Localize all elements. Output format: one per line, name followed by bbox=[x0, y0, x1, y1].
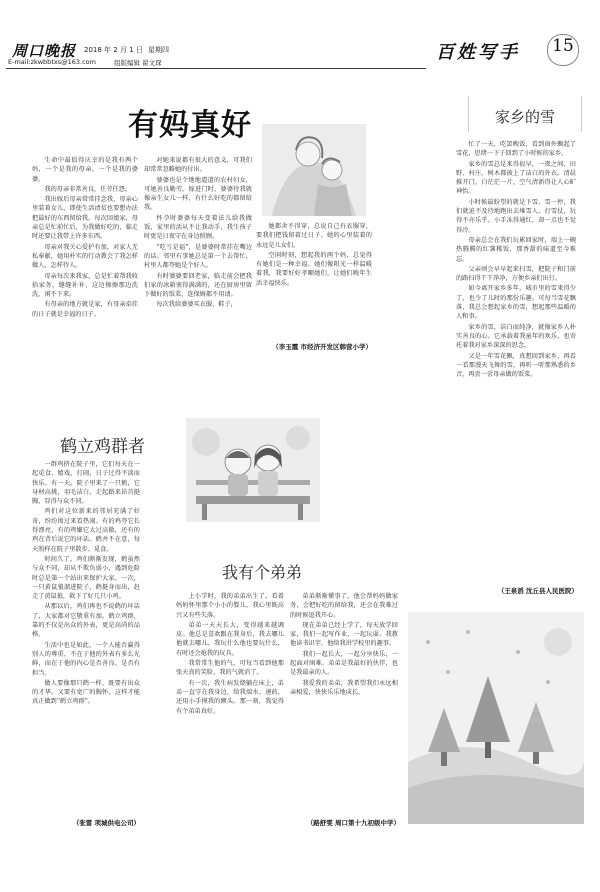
brother-column-2 bbox=[290, 592, 398, 818]
article-title-brother: 我有个弟弟 bbox=[222, 563, 303, 582]
paragraph: 我爱我的弟弟，我希望我们永远相亲相爱，快快乐乐地成长。 bbox=[290, 679, 398, 696]
paragraph: 母亲每次来我家，总是忙着帮我收拾家务，缝缝补补，这边擦擦那边洗洗，闲不下来。 bbox=[32, 272, 138, 299]
header-rule bbox=[6, 68, 426, 69]
paragraph: 母亲总会在我们玩累回家时，端上一碗热腾腾的红薯稀饭，那香甜的味道至今难忘。 bbox=[456, 236, 576, 263]
section-title: 百姓写手 bbox=[436, 42, 520, 63]
paragraph: 一群鸡挤在院子里，它们每天在一起觅食、嬉戏、打闹，日子过得平淡而快乐。有一天，院子里来了一只鹤，它身材高挑，羽毛洁白，走起路来昂首挺胸，显得与众不同。 bbox=[32, 461, 140, 506]
paragraph: 生命中最值得庆幸的是我有两个妈，一个是我的母亲，一个是我的婆婆。 bbox=[32, 157, 138, 183]
paragraph: 我们一起长大，一起分享快乐，一起面对困难。弟弟是我最好的伙伴，也是我最亲的人。 bbox=[290, 650, 398, 677]
paragraph: 如今离开家乡多年，城市里的雪来得少了，也少了儿时的那份乐趣。可每当雪花飘落，我总会想起家乡的雪，想起那些温暖的人和事。 bbox=[456, 285, 576, 321]
paragraph: 有母亲的地方就是家，有母亲牵挂的日子就是幸福的日子。 bbox=[32, 301, 138, 318]
paragraph: 空闲时刻，想起我的两个妈，总觉得有她们是一种幸福。她们像阳光一样温暖着我，我要好好孝顺她们，让她们晚年生活幸福快乐。 bbox=[256, 251, 372, 287]
crane-column bbox=[32, 460, 140, 824]
brother-byline: （路舒雯 周口第十九初级中学） bbox=[306, 819, 400, 827]
contact-email: E-mail:zkwbbtxs@163.com bbox=[8, 58, 96, 66]
paragraph: 怀孕时婆婆每天变着法儿给我做饭，家里的活从不让我动手，我生孩子时更是日夜守在身边照顾。 bbox=[144, 214, 252, 241]
paragraph: 现在弟弟已经上学了，每天放学回家，我们一起写作业、一起玩耍。我教他读书识字，他给我讲学校里的趣事。 bbox=[290, 621, 398, 648]
article-title-crane: 鹤立鸡群者 bbox=[60, 437, 145, 457]
paragraph: 上小学时，我的弟弟出生了。看着妈妈怀里那个小小的婴儿，我心里既高兴又有些失落。 bbox=[176, 593, 284, 619]
article-title-snow: 家乡的雪 bbox=[494, 108, 555, 126]
paragraph: 家乡的雪总是来得很早，一夜之间，田野、村庄、树木都披上了洁白的外衣。清晨推开门，白茫茫一片，空气清新得让人心旷神怡。 bbox=[456, 160, 576, 196]
children-illustration bbox=[186, 418, 320, 522]
crane-byline: （张雷 项城供电公司） bbox=[72, 819, 140, 827]
paragraph: 我出嫁后母亲常常挂念我，母亲心里装着女儿，即使生活清贫也要想办法把最好的东西留给我。每次回娘家，母亲总是忙前忙后，为我做好吃的，临走时还要让我带上许多东西。 bbox=[32, 196, 138, 241]
paragraph: 有时婆婆要回老家，临走前会把我们家的冰箱塞得满满的，还在厨房里留下做好的饭菜，连保姆都不用请。 bbox=[144, 272, 252, 299]
paragraph: 生活中也是如此，一个人能否赢得别人的尊重，不在于他的外表有多么光鲜，而在于他的内心是否善良、是否有担当。 bbox=[32, 641, 140, 677]
paragraph: 对她来说都有很大的意义，可我们却常常忽略她的付出。 bbox=[144, 157, 252, 174]
snowy-trees-illustration bbox=[408, 612, 584, 824]
paragraph: 每次我给婆婆买衣服、鞋子， bbox=[156, 301, 237, 309]
issue-date: 2018 年 2 月 1 日 bbox=[84, 46, 143, 54]
mom-column-3 bbox=[256, 222, 372, 346]
paragraph: 弟弟渐渐懂事了，他会帮妈妈做家务，会把好吃的留给我，还会在我难过的时候逗我开心。 bbox=[290, 593, 398, 619]
mom-byline: （李玉霞 市经济开发区韩营小学） bbox=[272, 343, 372, 351]
page-number: 15 bbox=[552, 36, 574, 56]
brother-column-1 bbox=[176, 592, 284, 828]
mother-daughter-illustration bbox=[262, 124, 366, 216]
paragraph: 弟弟一天天长大，变得越来越调皮。他总是喜欢跟在我身后，我去哪儿他就去哪儿，我玩什么他也要玩什么，有时还会抢我的玩具。 bbox=[176, 621, 284, 657]
snow-byline: （王泉滔 沈丘县人民医院） bbox=[497, 587, 578, 595]
paragraph: 母亲对我关心爱护有加，对家人无私奉献，她用朴实的行动教会了我怎样做人，怎样待人。 bbox=[32, 243, 138, 270]
paragraph: 父亲则会早早起来扫雪，把院子和门前的路扫得干干净净，方便乡亲们出行。 bbox=[456, 265, 576, 283]
paragraph: 做人要像那只鹤一样，既要有出众的才华，又要有宽广的胸怀，这样才能真正做到“鹤立鸡群”。 bbox=[32, 679, 140, 706]
paragraph: 忙了一天，吃罢晚饭，看到窗外飘起了雪花，思绪一下子回到了小时候的家乡。 bbox=[456, 141, 576, 158]
paragraph: “吃亏是福”，是婆婆时常挂在嘴边的话。邻里有事她总是第一个去帮忙，村里人都夸她是个好人。 bbox=[144, 243, 252, 270]
paragraph: 她都舍不得穿，总说自己有衣服穿，要我们把钱留着过日子。她的心里装着的永远是儿女们。 bbox=[256, 223, 372, 249]
paragraph: 小时候最盼望的就是下雪。雪一停，我们就迫不及待地跑出去堆雪人、打雪仗，玩得不亦乐乎。小手冻得通红，却一点也不觉得冷。 bbox=[456, 198, 576, 234]
paragraph: 鸡们对这位新来的邻居充满了好奇，纷纷围过来看热闹。有的鸡夸它长得漂亮，有的鸡嫌它太过高傲，还有的鸡在背后说它的坏话。鹤并不在意，每天照样在院子里散步、觅食。 bbox=[32, 508, 140, 553]
paragraph: 我的母亲非常善良，任劳任怨。 bbox=[44, 185, 132, 193]
masthead bbox=[0, 0, 600, 68]
snow-column bbox=[456, 140, 576, 588]
mom-column-2 bbox=[144, 156, 252, 422]
issue-weekday: 星期四 bbox=[148, 46, 169, 54]
mom-column-1 bbox=[32, 156, 138, 422]
paragraph: 我常常生他的气，可每当看到他那张天真的笑脸，我的气就消了。 bbox=[176, 660, 284, 677]
page-editor: 组版编辑 翟文琛 bbox=[114, 59, 162, 67]
paragraph: 又是一年雪花飘，真想回到家乡，再看一看那漫天飞舞的雪，再听一听那熟悉的乡音，再尝一尝母亲做的饭菜。 bbox=[456, 352, 576, 379]
paragraph: 婆婆也是个地地道道的农村妇女，可她善良勤劳。嫁进门时，婆婆待我就像亲生女儿一样，有什么好吃的都留给我。 bbox=[144, 176, 252, 212]
paragraph: 家乡的雪，洁白而纯净，就像家乡人朴实善良的心。它承载着我童年的欢乐，也寄托着我对家乡深深的思念。 bbox=[456, 323, 576, 350]
paragraph: 从那以后，鸡们再也不说鹤的坏话了，大家都对它敬重有加。鹤立鸡群，靠的不仅是出众的外表，更是高尚的品格。 bbox=[32, 603, 140, 639]
newspaper-logo: 周口晚报 bbox=[12, 42, 77, 60]
article-title-mom: 有妈真好 bbox=[128, 108, 252, 143]
snow-title-box bbox=[468, 96, 582, 132]
paragraph: 有一次，我生病发烧躺在床上，弟弟一直守在我身边，给我端水、递药，还用小手摸我的额头。那一刻，我觉得有个弟弟真好。 bbox=[176, 679, 284, 715]
paragraph: 时间久了，鸡们渐渐发现，鹤虽然与众不同，却从不欺负弱小，遇到危险时总是第一个站出来保护大家。一次，一只黄鼠狼溜进院子，鹤挺身而出，赶走了黄鼠狼，救下了好几只小鸡。 bbox=[32, 555, 140, 601]
